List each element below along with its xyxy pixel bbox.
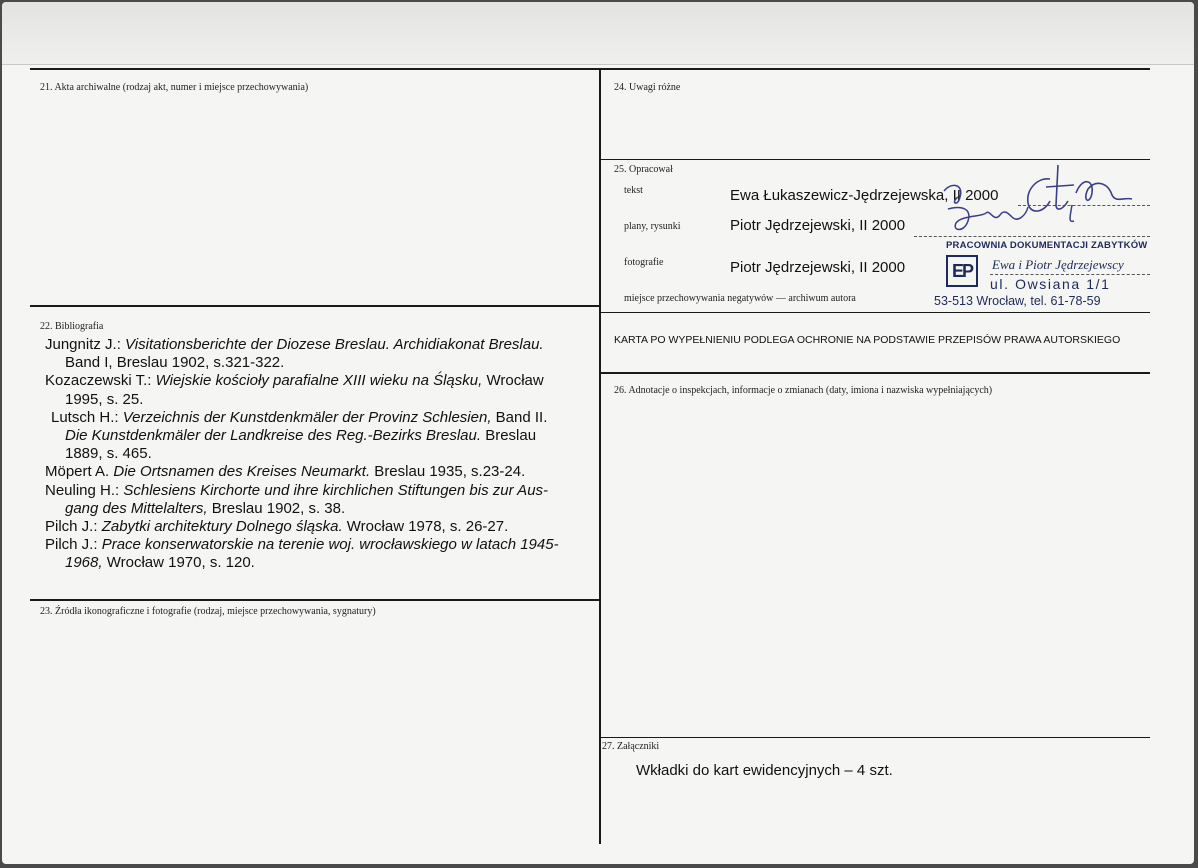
plans-author-value: Piotr Jędrzejewski, II 2000	[730, 217, 906, 234]
section-24-label: 24. Uwagi różne	[614, 82, 681, 93]
stamp-names: Ewa i Piotr Jędrzejewscy	[992, 257, 1124, 272]
bib-line: Kozaczewski T.: Wiejskie kościoły parafialne XIII wieku na Śląsku, Wrocław	[45, 372, 544, 390]
photos-row-label: fotografie	[624, 257, 664, 268]
section-25-label: 25. Opracował	[614, 164, 673, 175]
bib-line: Die Kunstdenkmäler der Landkreise des Reg.-Bezirks Breslau. Breslau	[65, 427, 537, 445]
scan-top-margin	[2, 2, 1194, 65]
stamp-title: PRACOWNIA DOKUMENTACJI ZABYTKÓW	[946, 240, 1148, 251]
divider-22-line	[30, 305, 600, 307]
bib-line: Möpert A. Die Ortsnamen des Kreises Neumarkt. Breslau 1935, s.23-24.	[45, 463, 526, 481]
section-21-label: 21. Akta archiwalne (rodzaj akt, numer i miejsce przechowywania)	[40, 82, 309, 93]
bibliography-list	[45, 336, 595, 573]
text-row-label: tekst	[624, 185, 643, 196]
bib-line: Pilch J.: Prace konserwatorskie na terenie woj. wrocławskiego w latach 1945-	[45, 536, 559, 554]
bib-line: 1889, s. 465.	[65, 445, 152, 463]
bib-line: Jungnitz J.: Visitationsberichte der Diozese Breslau. Archidiakonat Breslau.	[45, 336, 544, 353]
record-card	[2, 2, 1194, 864]
section-22-label: 22. Bibliografia	[40, 321, 104, 332]
negatives-location-label: miejsce przechowywania negatywów — archiwum autora	[624, 293, 856, 304]
section-23-label: 23. Źródła ikonograficzne i fotografie (rodzaj, miejsce przechowywania, sygnatury)	[40, 606, 376, 617]
attachments-value: Wkładki do kart ewidencyjnych – 4 szt.	[636, 762, 893, 779]
bib-line: Lutsch H.: Verzeichnis der Kunstdenkmäler der Provinz Schlesien, Band II.	[51, 408, 548, 426]
bib-line: 1968, Wrocław 1970, s. 120.	[65, 554, 255, 572]
divider-23-line	[30, 599, 600, 601]
divider-27-line	[601, 737, 1150, 738]
stamp-logo-icon	[946, 255, 978, 287]
stamp-logo-letters: EP	[951, 260, 972, 281]
plans-row-label: plany, rysunki	[624, 221, 681, 232]
photos-author-value: Piotr Jędrzejewski, II 2000	[730, 259, 906, 276]
text-author-value: Ewa Łukaszewicz-Jędrzejewska, II 2000	[730, 187, 999, 204]
bib-line: Band I, Breslau 1902, s.321-322.	[65, 354, 285, 372]
center-divider-line	[599, 68, 601, 844]
bib-line: gang des Mittelalters, Breslau 1902, s. 38.	[65, 499, 346, 517]
stamp-city: 53-513 Wrocław, tel. 61-78-59	[934, 294, 1101, 308]
section-27-label: 27. Załączniki	[602, 741, 660, 752]
section-26-label: 26. Adnotacje o inspekcjach, informacje o zmianach (daty, imiona i nazwiska wypełniających)	[614, 385, 993, 396]
bib-line: 1995, s. 25.	[65, 390, 144, 408]
bib-line: Neuling H.: Schlesiens Kirchorte und ihre kirchlichen Stiftungen bis zur Aus-	[45, 481, 549, 499]
bib-line: Pilch J.: Zabytki architektury Dolnego śląska. Wrocław 1978, s. 26-27.	[45, 518, 509, 536]
author-stamp	[934, 238, 1152, 318]
stamp-street: ul. Owsiana 1/1	[990, 276, 1111, 292]
top-border-line	[30, 68, 1150, 70]
copyright-notice: KARTA PO WYPEŁNIENIU PODLEGA OCHRONIE NA PODSTAWIE PRZEPISÓW PRAWA AUTORSKIEGO	[614, 334, 1121, 346]
divider-26-line	[601, 372, 1150, 374]
